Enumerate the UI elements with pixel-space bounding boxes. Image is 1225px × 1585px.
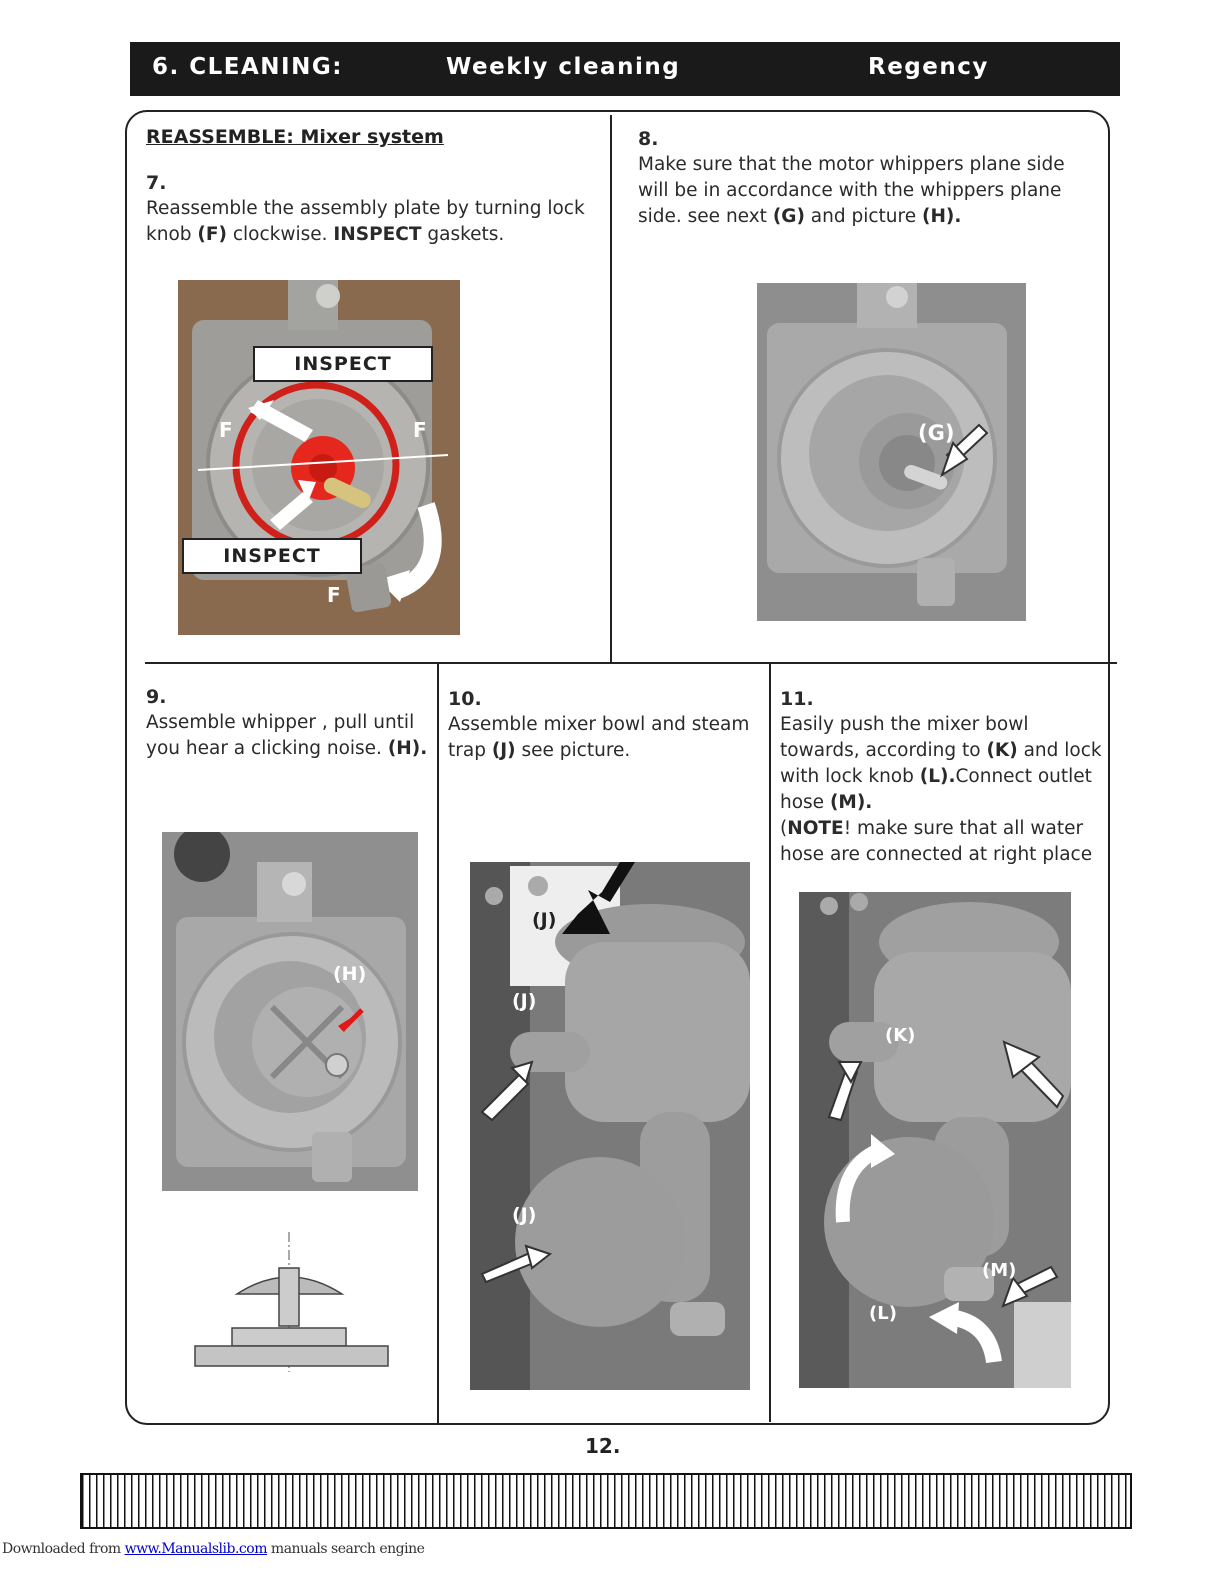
manualslib-link[interactable]: www.Manualslib.com: [124, 1541, 267, 1557]
footer-prefix: Downloaded from: [2, 1541, 125, 1557]
inspect-label-top: INSPECT: [253, 346, 433, 382]
step10-t1: Assemble mixer bowl and steam trap: [448, 714, 750, 761]
step9-photo: [162, 832, 418, 1191]
step8-t2: and picture: [804, 206, 922, 227]
footer-suffix: manuals search engine: [266, 1541, 425, 1557]
label-j-bottom: (J): [512, 1204, 537, 1226]
label-l: (L): [869, 1303, 897, 1324]
step7-t2: clockwise.: [226, 224, 334, 245]
step11-t4: (: [780, 818, 788, 839]
step7-text: [146, 170, 586, 248]
step7-b2: INSPECT: [333, 224, 422, 245]
step11-photo: [799, 892, 1071, 1388]
step10-t2: see picture.: [515, 740, 631, 761]
step11-b2: (L).: [919, 766, 956, 787]
step8-t1: Make sure that the motor whippers plane side will be in accordance with the whippers plane side. see next: [638, 154, 1065, 227]
step9-b1: (H).: [387, 738, 428, 759]
step11-t5: ! make sure that all water hose are connected at right place: [780, 818, 1093, 865]
header-bar: [130, 42, 1120, 96]
step8-number: 8.: [638, 128, 659, 150]
divider-vertical-top: [610, 115, 612, 663]
step11-t3: Connect outlet hose: [780, 766, 1092, 813]
step8-b1: (G): [772, 206, 805, 227]
step7-number: 7.: [146, 172, 167, 194]
section-title: REASSEMBLE: Mixer system: [146, 126, 444, 148]
whipper-diagram: [192, 1232, 390, 1372]
step10-photo: [470, 862, 750, 1390]
step9-text: [146, 684, 438, 762]
step9-number: 9.: [146, 686, 167, 708]
step8-photo: [757, 283, 1026, 621]
step11-b3: (M).: [829, 792, 873, 813]
barcode-strip: [80, 1473, 1132, 1529]
header-model: Regency: [868, 54, 989, 80]
label-f-left: F: [219, 418, 233, 442]
step7-b1: (F): [197, 224, 227, 245]
divider-horizontal: [145, 662, 1117, 664]
step7-photo: [178, 280, 460, 635]
step7-t3: gaskets.: [421, 224, 505, 245]
divider-vertical-left: [437, 664, 439, 1424]
header-section: 6. CLEANING:: [152, 54, 343, 80]
divider-vertical-right: [769, 664, 771, 1422]
label-k: (K): [885, 1025, 916, 1046]
footer: [2, 1541, 424, 1557]
label-h: (H): [333, 963, 367, 985]
step8-text: [638, 126, 1098, 230]
step10-b1: (J): [491, 740, 516, 761]
step10-text: [448, 686, 770, 764]
step11-t1: Easily push the mixer bowl towards, according to: [780, 714, 1029, 761]
step8-b2: (H).: [921, 206, 962, 227]
step11-t2: and lock with lock knob: [780, 740, 1102, 787]
label-f-bottom: F: [327, 583, 341, 607]
step11-b1: (K): [986, 740, 1018, 761]
label-j-middle: (J): [512, 990, 537, 1012]
inspect-label-bottom: INSPECT: [182, 538, 362, 574]
step10-number: 10.: [448, 688, 482, 710]
header-topic: Weekly cleaning: [446, 54, 681, 80]
step7-t1: Reassemble the assembly plate by turning lock knob: [146, 198, 585, 245]
step9-t1: Assemble whipper , pull until you hear a clicking noise.: [146, 712, 415, 759]
page-number: 12.: [585, 1434, 621, 1458]
step11-number: 11.: [780, 688, 814, 710]
label-m: (M): [982, 1260, 1017, 1281]
step11-text: [780, 686, 1112, 868]
label-j-top: (J): [532, 909, 557, 931]
step11-b4: NOTE: [787, 818, 844, 839]
label-f-right: F: [413, 418, 427, 442]
label-g: (G): [918, 421, 955, 445]
